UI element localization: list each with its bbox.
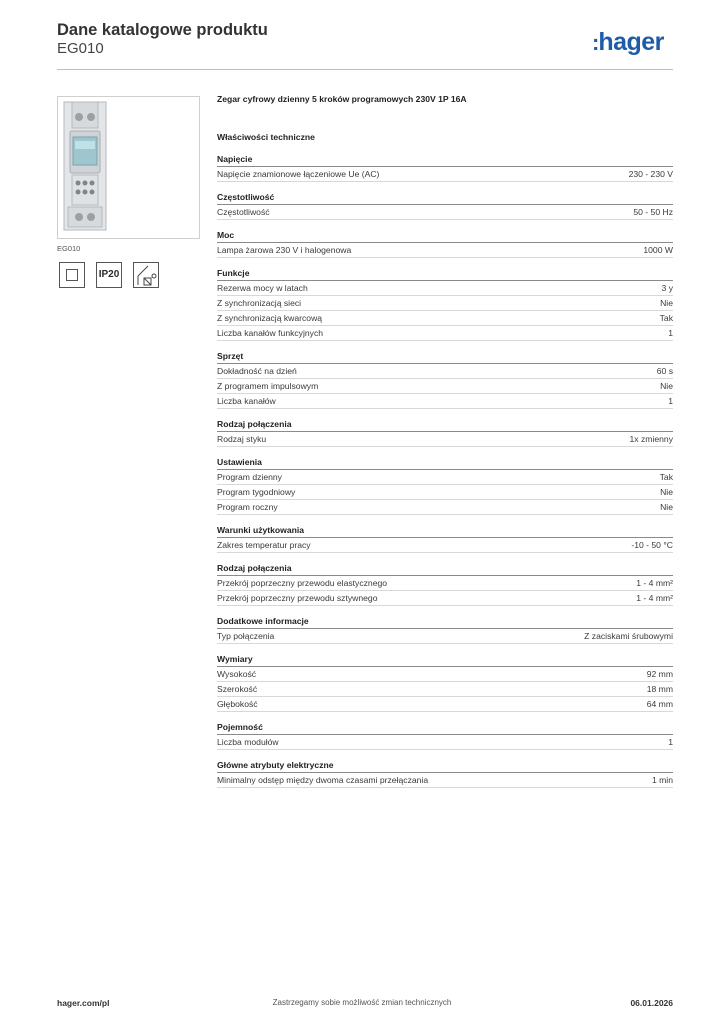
product-image — [57, 96, 200, 239]
class-ii-double-square-icon — [59, 262, 85, 288]
spec-row: Z synchronizacją kwarcową Tak — [217, 311, 673, 326]
image-caption: EG010 — [57, 244, 81, 253]
spec-row: Przekrój poprzeczny przewodu elastycznego 1 - 4 mm² — [217, 576, 673, 591]
group-heading: Rodzaj połączenia — [217, 418, 673, 432]
spec-group — [217, 524, 673, 553]
spec-group — [217, 615, 673, 644]
spec-group — [217, 721, 673, 750]
spec-row: Napięcie znamionowe łączeniowe Ue (AC) 230 - 230 V — [217, 167, 673, 182]
group-heading: Częstotliwość — [217, 191, 673, 205]
spec-group — [217, 191, 673, 220]
spec-row: Zakres temperatur pracy -10 - 50 °C — [217, 538, 673, 553]
switch-symbol-icon — [133, 262, 159, 288]
spec-group — [217, 418, 673, 447]
spec-group — [217, 456, 673, 515]
group-heading: Napięcie — [217, 153, 673, 167]
header-divider — [57, 69, 673, 70]
spec-row: Dokładność na dzień 60 s — [217, 364, 673, 379]
spec-row: Rezerwa mocy w latach 3 y — [217, 281, 673, 296]
spec-group — [217, 562, 673, 606]
spec-row: Głębokość 64 mm — [217, 697, 673, 712]
footer-date: 06.01.2026 — [630, 998, 673, 1008]
spec-row: Wysokość 92 mm — [217, 667, 673, 682]
spec-group — [217, 350, 673, 409]
spec-row: Przekrój poprzeczny przewodu sztywnego 1 - 4 mm² — [217, 591, 673, 606]
spec-row: Częstotliwość 50 - 50 Hz — [217, 205, 673, 220]
group-heading: Pojemność — [217, 721, 673, 735]
section-heading: Właściwości techniczne — [217, 132, 315, 142]
group-heading: Wymiary — [217, 653, 673, 667]
hager-logo: :hager — [592, 28, 664, 56]
group-heading: Ustawienia — [217, 456, 673, 470]
group-heading: Moc — [217, 229, 673, 243]
spec-row: Liczba kanałów 1 — [217, 394, 673, 409]
spec-row: Program tygodniowy Nie — [217, 485, 673, 500]
footer-website-link[interactable]: hager.com/pl — [57, 998, 110, 1008]
spec-content — [217, 92, 673, 797]
spec-group — [217, 229, 673, 258]
group-heading: Funkcje — [217, 267, 673, 281]
group-heading: Rodzaj połączenia — [217, 562, 673, 576]
spec-row: Program roczny Nie — [217, 500, 673, 515]
spec-group — [217, 267, 673, 341]
timer-device-illustration — [58, 97, 199, 238]
product-code: EG010 — [57, 40, 104, 57]
spec-row: Liczba kanałów funkcyjnych 1 — [217, 326, 673, 341]
ip20-badge: IP20 — [96, 262, 122, 288]
spec-row: Z programem impulsowym Nie — [217, 379, 673, 394]
spec-group — [217, 153, 673, 182]
spec-row: Typ połączenia Z zaciskami śrubowymi — [217, 629, 673, 644]
spec-group — [217, 759, 673, 788]
footer-disclaimer: Zastrzegamy sobie możliwość zmian technicznych — [272, 998, 452, 1007]
spec-group — [217, 653, 673, 712]
product-description: Zegar cyfrowy dzienny 5 kroków programowych 230V 1P 16A — [217, 94, 467, 104]
spec-row: Minimalny odstęp między dwoma czasami przełączania 1 min — [217, 773, 673, 788]
group-heading: Dodatkowe informacje — [217, 615, 673, 629]
group-heading: Warunki użytkowania — [217, 524, 673, 538]
page-title: Dane katalogowe produktu — [57, 21, 268, 39]
group-heading: Sprzęt — [217, 350, 673, 364]
spec-row: Szerokość 18 mm — [217, 682, 673, 697]
spec-row: Program dzienny Tak — [217, 470, 673, 485]
spec-row: Liczba modułów 1 — [217, 735, 673, 750]
spec-row: Rodzaj styku 1x zmienny — [217, 432, 673, 447]
spec-row: Lampa żarowa 230 V i halogenowa 1000 W — [217, 243, 673, 258]
group-heading: Główne atrybuty elektryczne — [217, 759, 673, 773]
spec-row: Z synchronizacją sieci Nie — [217, 296, 673, 311]
